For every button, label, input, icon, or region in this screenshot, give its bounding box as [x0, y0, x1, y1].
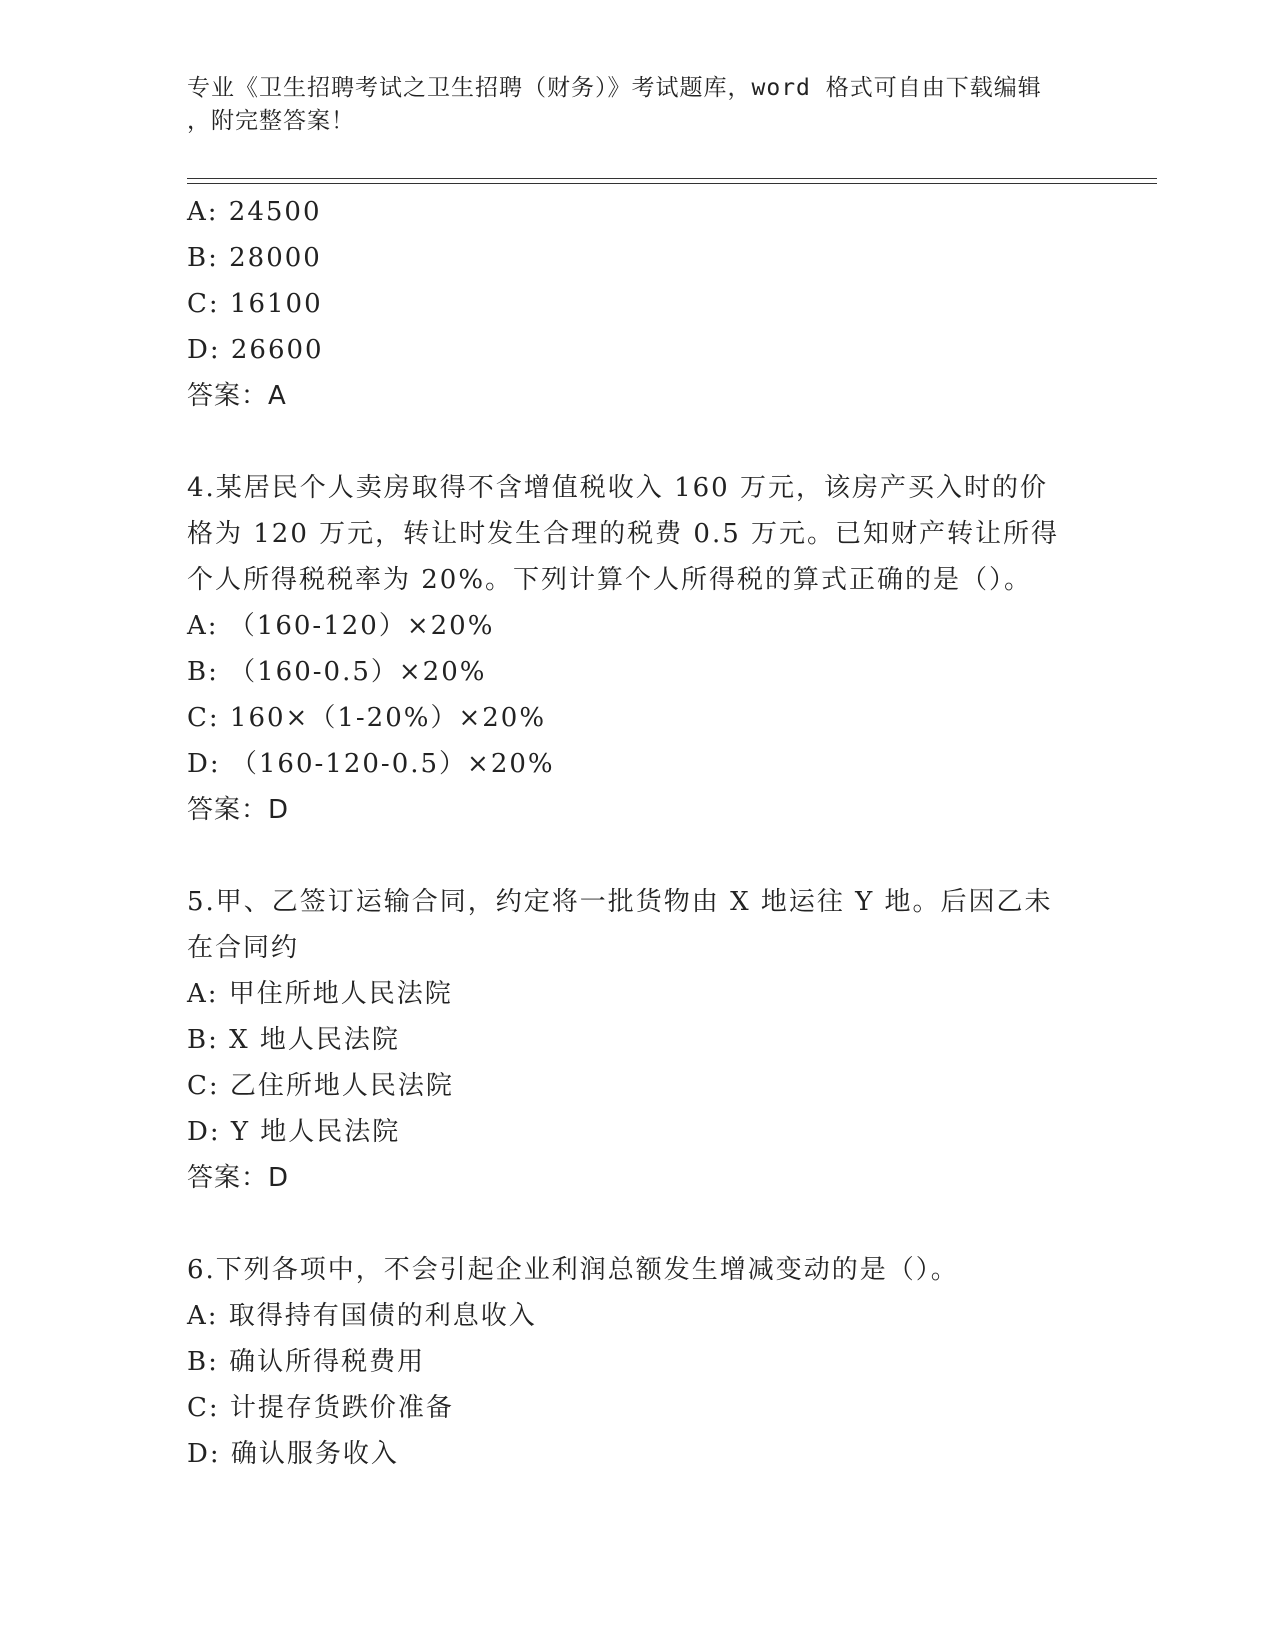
option-c: C: 计提存货跌价准备 — [187, 1393, 454, 1423]
option-a: A: （160-120）×20% — [187, 611, 495, 641]
question-5 — [187, 879, 1087, 1201]
option-a: A: 甲住所地人民法院 — [187, 979, 453, 1009]
option-c: C: 乙住所地人民法院 — [187, 1071, 454, 1101]
question-list — [187, 189, 1087, 1477]
question-3 — [187, 189, 1087, 419]
option-c: C: 160×（1-20%）×20% — [187, 703, 547, 733]
answer: 答案：D — [187, 1163, 290, 1193]
spacer — [187, 419, 1087, 465]
header-rule-top — [187, 178, 1157, 179]
option-b: B: 28000 — [187, 243, 322, 273]
option-c: C: 16100 — [187, 289, 323, 319]
question-stem-line: 格为 120 万元，转让时发生合理的税费 0.5 万元。已知财产转让所得 — [187, 519, 1060, 549]
header-rule-bottom — [187, 183, 1157, 184]
question-stem-line: 个人所得税税率为 20%。下列计算个人所得税的算式正确的是（）。 — [187, 565, 1033, 595]
header-line-2: ，附完整答案！ — [187, 108, 355, 134]
answer: 答案：D — [187, 795, 290, 825]
header-line-1: 专业《卫生招聘考试之卫生招聘（财务）》考试题库，word 格式可自由下载编辑 — [187, 75, 1042, 101]
question-stem-line: 6.下列各项中，不会引起企业利润总额发生增减变动的是（）。 — [187, 1255, 959, 1285]
option-b: B: X 地人民法院 — [187, 1025, 400, 1055]
option-b: B: （160-0.5）×20% — [187, 657, 487, 687]
question-stem-line: 4.某居民个人卖房取得不含增值税收入 160 万元，该房产买入时的价 — [187, 473, 1048, 503]
question-4 — [187, 465, 1087, 833]
option-a: A: 取得持有国债的利息收入 — [187, 1301, 537, 1331]
option-b: B: 确认所得税费用 — [187, 1347, 426, 1377]
option-d: D: 确认服务收入 — [187, 1439, 399, 1469]
spacer — [187, 833, 1087, 879]
option-a: A: 24500 — [187, 197, 322, 227]
question-stem-line: 在合同约 — [187, 933, 300, 963]
option-d: D: 26600 — [187, 335, 324, 365]
answer: 答案：A — [187, 381, 287, 411]
spacer — [187, 1201, 1087, 1247]
document-header — [187, 72, 1067, 138]
question-stem-line: 5.甲、乙签订运输合同，约定将一批货物由 X 地运往 Y 地。后因乙未 — [187, 887, 1053, 917]
option-d: D: Y 地人民法院 — [187, 1117, 401, 1147]
question-6 — [187, 1247, 1087, 1477]
option-d: D: （160-120-0.5）×20% — [187, 749, 555, 779]
